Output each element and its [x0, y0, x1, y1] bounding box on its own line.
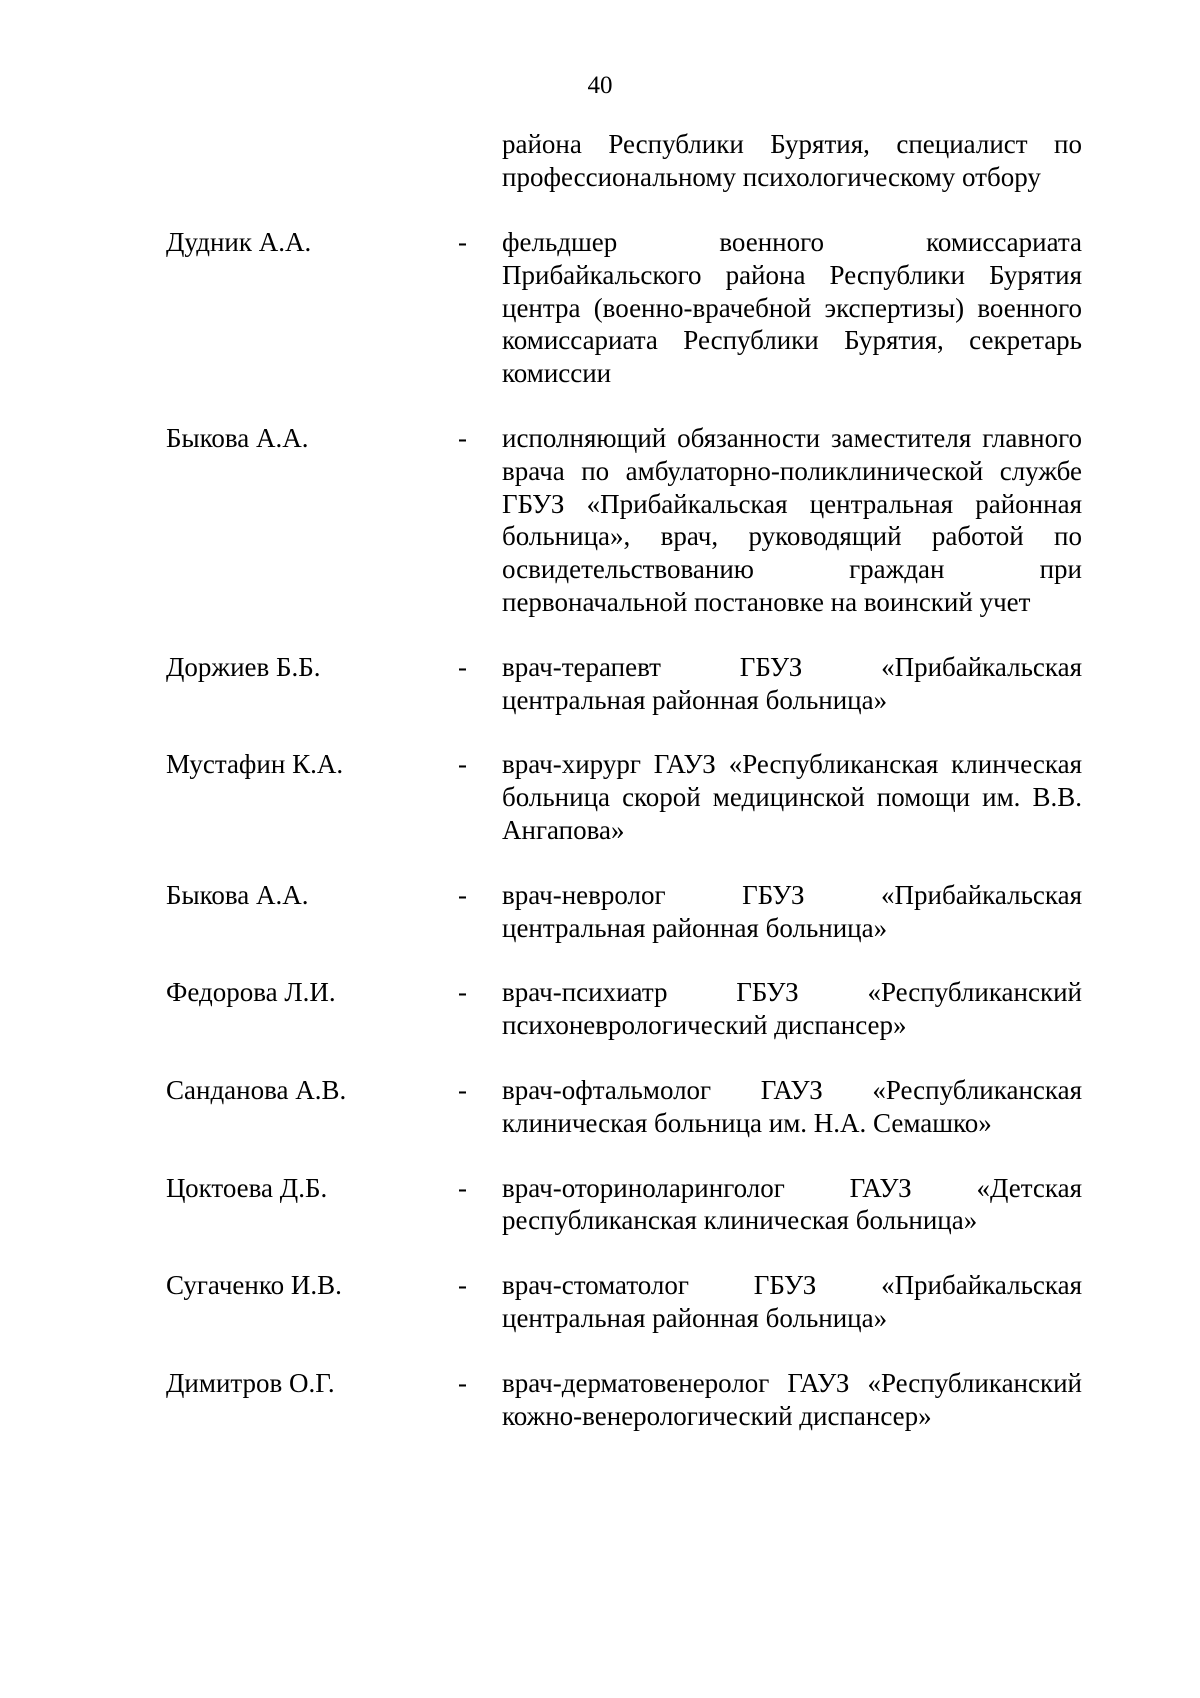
- member-name: Доржиев Б.Б.: [166, 651, 321, 682]
- member-dash: -: [458, 1367, 467, 1398]
- member-name: Санданова А.В.: [166, 1074, 347, 1105]
- member-name: Сугаченко И.В.: [166, 1270, 342, 1301]
- member-entry: [0, 976, 1200, 1042]
- continued-position-description: района Республики Бурятия, специалист по профессиональному психологическому отбору: [502, 129, 1082, 192]
- member-entry: [0, 748, 1200, 846]
- member-position: врач-стоматолог ГБУЗ «Прибайкальская центральная районная больница»: [502, 1270, 1082, 1333]
- member-dash: -: [458, 1074, 467, 1105]
- member-name: Димитров О.Г.: [166, 1367, 335, 1398]
- member-position: врач-оториноларинголог ГАУЗ «Детская республиканская клиническая больница»: [502, 1172, 1082, 1236]
- member-position: врач-дерматовенеролог ГАУЗ «Республиканский кожно-венерологический диспансер»: [502, 1367, 1082, 1431]
- member-dash: -: [458, 749, 467, 780]
- member-dash: -: [458, 1270, 467, 1301]
- member-position: врач-психиатр ГБУЗ «Республиканский психоневрологический диспансер»: [502, 977, 1082, 1041]
- commission-member-list: [0, 226, 1200, 1464]
- member-dash: -: [458, 651, 467, 682]
- member-entry: [0, 1269, 1200, 1335]
- member-dash: -: [458, 422, 467, 453]
- page-number: 40: [587, 72, 613, 99]
- member-entry: [0, 651, 1200, 717]
- member-position: врач-терапевт ГБУЗ «Прибайкальская центральная районная больница»: [502, 651, 1082, 715]
- member-position: врач-невролог ГБУЗ «Прибайкальская центральная районная больница»: [502, 879, 1082, 943]
- member-dash: -: [458, 1172, 467, 1203]
- member-dash: -: [458, 227, 467, 257]
- member-name: Мустафин К.А.: [166, 749, 344, 780]
- member-position: фельдшер военного комиссариата Прибайкальского района Республики Бурятия центра (военно-врачебной экспертизы) военного комиссариата Республики Бурятия, секретарь комиссии: [502, 227, 1082, 389]
- member-entry: [0, 1074, 1200, 1140]
- member-name: Федорова Л.И.: [166, 977, 336, 1008]
- member-dash: -: [458, 977, 467, 1008]
- member-name: Быкова А.А.: [166, 879, 309, 910]
- member-entry: [0, 422, 1200, 619]
- member-name: Дудник А.А.: [166, 227, 312, 257]
- member-position: исполняющий обязанности заместителя главного врача по амбулаторно-поликлинической службе ГБУЗ «Прибайкальская центральная районная больница», врач, руководящий работой по освидетельствованию граждан при первоначальной постановке на воинский учет: [502, 422, 1082, 617]
- member-name: Цоктоева Д.Б.: [166, 1172, 328, 1203]
- member-position: врач-хирург ГАУЗ «Республиканская клинческая больница скорой медицинской помощи им. В.В. Ангапова»: [502, 749, 1082, 845]
- member-entry: [0, 1172, 1200, 1238]
- member-entry: [0, 226, 1200, 390]
- member-entry: [0, 879, 1200, 945]
- member-entry: [0, 1367, 1200, 1433]
- member-name: Быкова А.А.: [166, 422, 309, 453]
- member-dash: -: [458, 879, 467, 910]
- member-position: врач-офтальмолог ГАУЗ «Республиканская клиническая больница им. Н.А. Семашко»: [502, 1074, 1082, 1138]
